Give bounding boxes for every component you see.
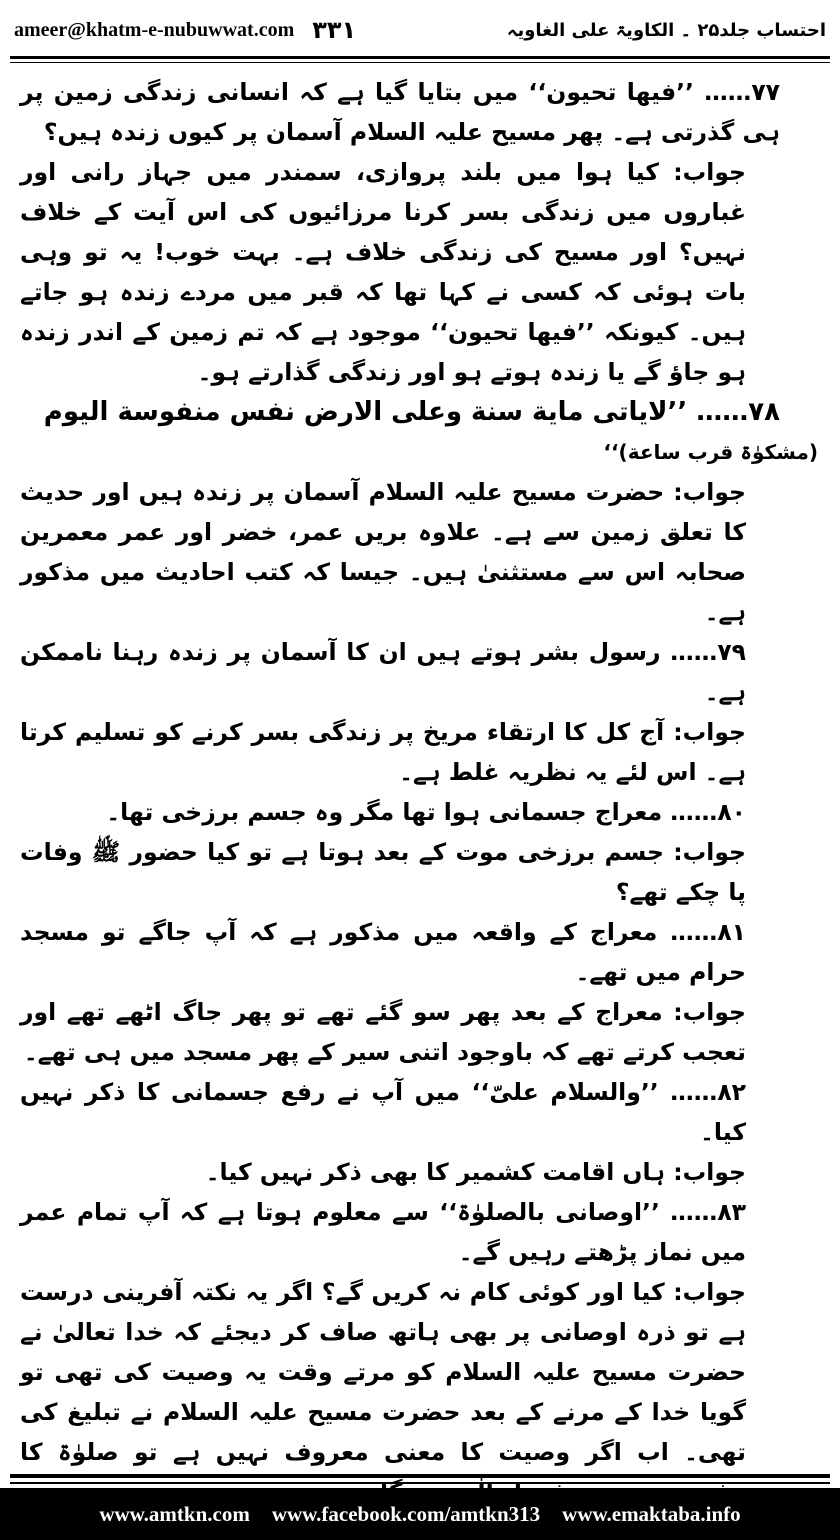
question-83: ۸۳…… ’’اوصانی بالصلوٰۃ‘‘ سے معلوم ہوتا ہے کہ آپ تمام عمر میں نماز پڑھتے رہیں گے۔	[20, 1198, 746, 1266]
answer-83: جواب: کیا اور کوئی کام نہ کریں گے؟ اگر یہ نکتہ آفرینی درست ہے تو ذرہ اوصانی پر بھی ہاتھ صاف کر دیجئے کہ خدا تعالیٰ نے حضرت مسیح علیہ السلام کو مرتے وقت یہ وصیت کی تھی تو گویا خدا کے مرنے کے بعد حضرت مسیح علیہ السلام نے تبلیغ کی تھی۔ اب اگر وصیت کا معنی معروف نہیں ہے تو صلوٰۃ کا	[20, 1278, 746, 1466]
answer-77: جواب: کیا ہوا میں بلند پروازی، سمندر میں جہاز رانی اور غباروں میں زندگی بسر کرنا مرزائیوں کی اس آیت کے خلاف نہیں؟ اور مسیح کی زندگی خلاف ہے۔ بہت خوب! یہ تو وہی بات ہوئی کہ کسی نے کہا تھا کہ قبر میں مردے زندہ ہو جاتے ہیں۔ کیونکہ ’’فیھا تحیون‘‘ موجود ہے کہ تم زمین کے اندر زندہ ہو جاؤ گے یا زندہ ہوتے ہو اور زندگی گذارتے ہو۔	[20, 158, 746, 386]
answer-79: جواب: آج کل کا ارتقاء مریخ پر زندگی بسر کرنے کو تسلیم کرتا ہے۔ اس لئے یہ نظریہ غلط ہے۔	[20, 718, 746, 786]
footer-bar	[0, 1488, 840, 1540]
answer-81: جواب: معراج کے بعد پھر سو گئے تھے تو پھر جاگ اٹھے تھے اور تعجب کرتے تھے کہ باوجود اتنی سیر کے پھر مسجد میں ہی تھے۔	[20, 998, 746, 1066]
page-number: ۳۳۱	[312, 16, 357, 44]
header-left	[14, 16, 356, 44]
question-77: ۷۷…… ’’فیھا تحیون‘‘ میں بتایا گیا ہے کہ انسانی زندگی زمین پر ہی گذرتی ہے۔ پھر مسیح علیہ السلام آسمان پر کیوں زندہ ہیں؟	[20, 78, 780, 146]
answer-82: جواب: ہاں اقامت کشمیر کا بھی ذکر نہیں کیا۔	[205, 1158, 746, 1186]
header-rule-thin	[10, 62, 830, 63]
question-80: ۸۰…… معراج جسمانی ہوا تھا مگر وہ جسم برزخی تھا۔	[106, 798, 746, 826]
header-rule-thick	[10, 56, 830, 59]
footer-rule-thick	[10, 1474, 830, 1478]
question-78-reference: (مشکوٰۃ قرب ساعة)‘‘	[603, 440, 818, 464]
footer-link-emaktaba[interactable]: www.emaktaba.info	[562, 1501, 741, 1526]
page-header	[14, 6, 826, 54]
question-79: ۷۹…… رسول بشر ہوتے ہیں ان کا آسمان پر زندہ رہنا ناممکن ہے۔	[20, 638, 746, 706]
book-title: احتساب جلد۲۵ ۔ الکاویۃ علی الغاویہ	[506, 19, 826, 41]
page-body	[20, 72, 818, 1466]
footer-link-amtkn[interactable]: www.amtkn.com	[99, 1501, 250, 1526]
question-78-hadith: ۷۸…… ’’لایاتی مایة سنة وعلی الارض نفس منفوسة الیوم	[43, 397, 780, 427]
footer-link-facebook[interactable]: www.facebook.com/amtkn313	[271, 1501, 541, 1526]
footer-rule-thin	[10, 1482, 830, 1484]
question-82: ۸۲…… ’’والسلام علیّ‘‘ میں آپ نے رفع جسمانی کا ذکر نہیں کیا۔	[20, 1078, 746, 1146]
answer-80: جواب: جسم برزخی موت کے بعد ہوتا ہے تو کیا حضور ﷺ وفات پا چکے تھے؟	[20, 838, 746, 906]
answer-78: جواب: حضرت مسیح علیہ السلام آسمان پر زندہ ہیں اور حدیث کا تعلق زمین سے ہے۔ علاوہ بریں عمر، خضر اور عمر معمرین صحابہ اس سے مستثنیٰ ہیں۔ جیسا کہ کتب احادیث میں مذکور ہے۔	[20, 478, 746, 626]
header-email[interactable]: ameer@khatm-e-nubuwwat.com	[14, 18, 295, 41]
question-81: ۸۱…… معراج کے واقعہ میں مذکور ہے کہ آپ جاگے تو مسجد حرام میں تھے۔	[20, 918, 746, 986]
